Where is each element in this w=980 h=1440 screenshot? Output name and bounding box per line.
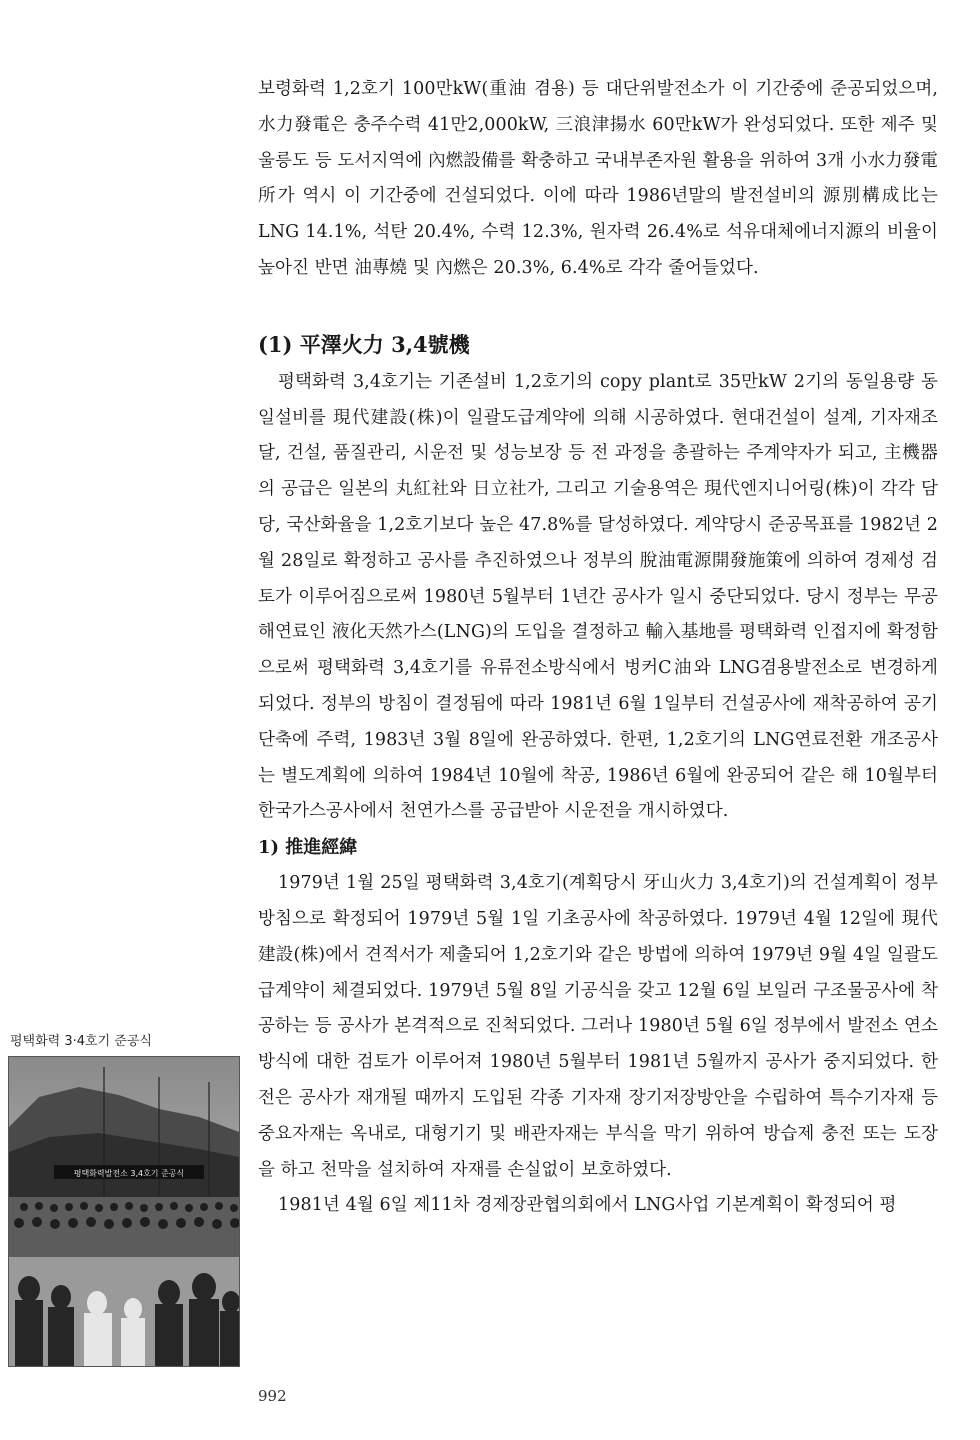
intro-paragraph: 보령화력 1,2호기 100만kW(重油 겸용) 등 대단위발전소가 이 기간중에 준공되었으며, 水力發電은 충주수력 41만2,000kW, 三浪津揚水 60만kW가 완성되었다. 또한 제주 및 울릉도 등 도서지역에 內燃設備를 확충하고 국내부존자원 활용을 위하여 3개 小水力發電所가 역시 이 기간중에 건설되었다. 이에 따라 1986년말의 발전설비의 源別構成比는 LNG 14.1%, 석탄 20.4%, 수력 12.3%, 원자력 26.4%로 석유대체에너지源의 비율이 높아진 반면 油專燒 및 內燃은 20.3%, 6.4%로 각각 줄어들었다. [258, 79, 938, 278]
photo-caption: 평택화력 3·4호기 준공식 [10, 1034, 152, 1049]
subsection-paragraph-2: 1981년 4월 6일 제11차 경제장관협의회에서 LNG사업 기본계획이 확정되어 평 [278, 1195, 897, 1216]
section-spacer [258, 287, 938, 325]
subsection-heading: 1) 推進經緯 [258, 837, 358, 859]
ceremony-photo [8, 1056, 240, 1367]
ceremony-photo-image [9, 1057, 239, 1366]
section-heading: (1) 平澤火力 3,4號機 [258, 331, 470, 357]
subsection-paragraph-1: 1979년 1월 25일 평택화력 3,4호기(계획당시 牙山火力 3,4호기)의 건설계획이 정부방침으로 확정되어 1979년 5월 1일 기초공사에 착공하였다. 1979년 4월 12일에 現代建設(株)에서 견적서가 제출되어 1,2호기와 같은 방법에 의하여 1979년 9월 4일 일괄도급계약이 체결되었다. 1979년 5월 8일 기공식을 갖고 12월 6일 보일러 구조물공사에 착공하는 등 공사가 본격적으로 진척되었다. 그러나 1980년 5월 6일 정부에서 발전소 연소방식에 대한 검토가 이루어져 1980년 5월부터 1981년 5월까지 공사가 중지되었다. 한전은 공사가 재개될 때까지 도입된 각종 기자재 장기저장방안을 수립하여 특수기자재 등 중요자재는 옥내로, 대형기기 및 배관자재는 부식을 막기 위하여 방습제 충전 또는 도장을 하고 천막을 설치하여 자재를 손실없이 보호하였다. [258, 873, 938, 1180]
body-text-column [258, 72, 938, 1224]
section-paragraph: 평택화력 3,4호기는 기존설비 1,2호기의 copy plant로 35만kW 2기의 동일용량 동일설비를 現代建設(株)이 일괄도급계약에 의해 시공하였다. 현대건설이 설계, 기자재조달, 건설, 품질관리, 시운전 및 성능보장 등 전 과정을 총괄하는 주계약자가 되고, 主機器의 공급은 일본의 丸紅社와 日立社가, 그리고 기술용역은 現代엔지니어링(株)이 각각 담당, 국산화율을 1,2호기보다 높은 47.8%를 달성하였다. 계약당시 준공목표를 1982년 2월 28일로 확정하고 공사를 추진하였으나 정부의 脫油電源開發施策에 의하여 경제성 검토가 이루어짐으로써 1980년 5월부터 1년간 공사가 일시 중단되었다. 당시 정부는 무공해연료인 液化天然가스(LNG)의 도입을 결정하고 輸入基地를 평택화력 인접지에 확정함으로써 평택화력 3,4호기를 유류전소방식에서 벙커C油와 LNG겸용발전소로 변경하게 되었다. 정부의 방침이 결정됨에 따라 1981년 6월 1일부터 건설공사에 재착공하여 공기단축에 주력, 1983년 3월 8일에 완공하였다. 한편, 1,2호기의 LNG연료전환 개조공사는 별도계획에 의하여 1984년 10월에 착공, 1986년 6월에 완공되어 같은 해 10월부터 한국가스공사에서 천연가스를 공급받아 시운전을 개시하였다. [258, 371, 938, 822]
page-number: 992 [258, 1387, 287, 1405]
ceremony-banner-text: 평택화력발전소 3,4호기 준공식 [73, 1169, 185, 1178]
